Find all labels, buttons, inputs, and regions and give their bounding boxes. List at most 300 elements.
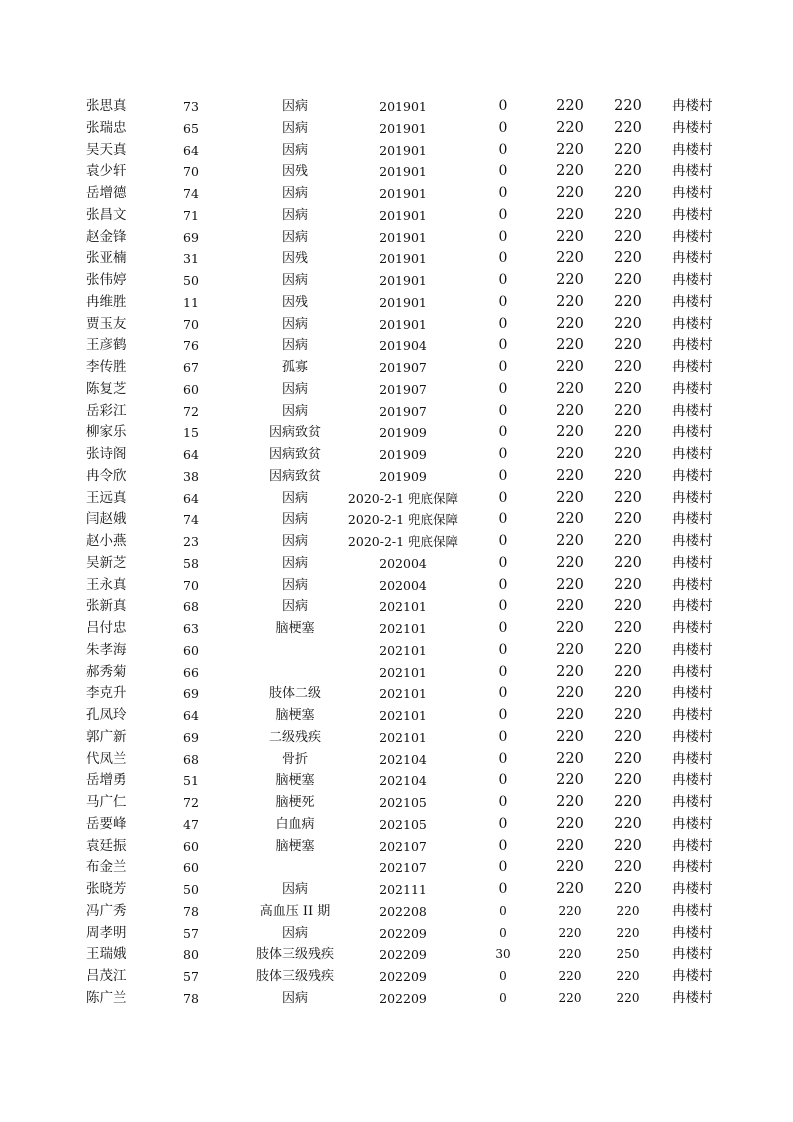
- extra-amount-cell: 0: [498, 511, 508, 528]
- base-amount-cell: 220: [558, 925, 582, 940]
- base-amount-cell: 220: [556, 489, 584, 506]
- date-cell: 201901: [379, 251, 427, 267]
- village-cell: 冉楼村: [672, 924, 713, 941]
- total-amount-cell: 220: [614, 859, 642, 876]
- name-cell: 冉维胜: [86, 293, 127, 310]
- date-cell: 2020-2-1 兜底保障: [347, 512, 459, 528]
- reason-cell: 肢体三级残疾: [255, 969, 334, 984]
- reason-cell: 因残: [281, 294, 308, 310]
- date-cell: 202004: [379, 555, 427, 571]
- name-cell: 李传胜: [86, 359, 127, 375]
- date-cell: 201901: [379, 142, 427, 158]
- total-amount-cell: 220: [614, 424, 642, 441]
- age-cell: 23: [183, 534, 199, 549]
- age-cell: 64: [183, 447, 199, 462]
- age-cell: 70: [183, 577, 199, 593]
- village-cell: 冉楼村: [672, 141, 713, 158]
- village-cell: 冉楼村: [672, 989, 713, 1006]
- table-row: [0, 988, 793, 1010]
- extra-amount-cell: 0: [498, 598, 508, 615]
- name-cell: 李克升: [86, 685, 127, 702]
- reason-cell: 因病致贫: [268, 425, 321, 441]
- reason-cell: 因病: [281, 534, 308, 549]
- date-cell: 202101: [379, 599, 427, 615]
- name-cell: 张昌文: [86, 206, 127, 223]
- age-cell: 78: [183, 990, 199, 1006]
- total-amount-cell: 220: [614, 359, 642, 375]
- total-amount-cell: 220: [614, 707, 642, 723]
- base-amount-cell: 220: [556, 794, 584, 810]
- reason-cell: 因病: [281, 207, 308, 223]
- reason-cell: 因病致贫: [268, 468, 321, 484]
- age-cell: 60: [183, 381, 199, 397]
- table-row: [0, 901, 793, 923]
- name-cell: 布金兰: [86, 859, 127, 876]
- name-cell: 孔凤玲: [86, 707, 127, 723]
- table-row: [0, 379, 793, 401]
- age-cell: 70: [183, 164, 199, 180]
- village-cell: 冉楼村: [672, 489, 713, 506]
- village-cell: 冉楼村: [672, 337, 713, 354]
- table-row: [0, 575, 793, 597]
- reason-cell: 脑梗塞: [275, 838, 315, 854]
- village-cell: 冉楼村: [672, 707, 713, 723]
- name-cell: 朱孝海: [86, 641, 127, 658]
- village-cell: 冉楼村: [672, 424, 713, 441]
- date-cell: 202105: [379, 816, 427, 832]
- total-amount-cell: 220: [616, 969, 640, 983]
- date-cell: 202107: [379, 860, 427, 876]
- base-amount-cell: 220: [556, 402, 584, 419]
- table-row: [0, 161, 793, 183]
- table-row: [0, 814, 793, 836]
- total-amount-cell: 220: [616, 925, 640, 940]
- date-cell: 202209: [379, 947, 427, 963]
- reason-cell: 孤寡: [281, 360, 308, 375]
- total-amount-cell: 220: [614, 685, 642, 702]
- total-amount-cell: 220: [614, 576, 642, 593]
- base-amount-cell: 220: [556, 533, 584, 549]
- table-row: [0, 335, 793, 357]
- base-amount-cell: 220: [556, 206, 584, 223]
- date-cell: 201909: [379, 447, 427, 462]
- village-cell: 冉楼村: [672, 402, 713, 419]
- age-cell: 69: [183, 686, 199, 702]
- total-amount-cell: 220: [614, 489, 642, 506]
- date-cell: 201901: [379, 316, 427, 332]
- age-cell: 72: [183, 403, 199, 419]
- table-row: [0, 118, 793, 140]
- date-cell: 2020-2-1 兜底保障: [347, 490, 459, 506]
- date-cell: 201901: [379, 120, 427, 136]
- village-cell: 冉楼村: [672, 446, 713, 462]
- extra-amount-cell: 0: [498, 533, 508, 549]
- village-cell: 冉楼村: [672, 685, 713, 702]
- total-amount-cell: 220: [614, 511, 642, 528]
- age-cell: 47: [183, 816, 199, 832]
- extra-amount-cell: 0: [498, 750, 508, 767]
- name-cell: 吴新芝: [86, 554, 127, 571]
- date-cell: 201907: [379, 381, 427, 397]
- base-amount-cell: 220: [556, 641, 584, 658]
- total-amount-cell: 220: [614, 641, 642, 658]
- table-row: [0, 792, 793, 814]
- age-cell: 74: [183, 186, 199, 201]
- base-amount-cell: 220: [556, 293, 584, 310]
- extra-amount-cell: 0: [498, 359, 508, 375]
- date-cell: 202101: [379, 664, 427, 680]
- date-cell: 202101: [379, 729, 427, 745]
- base-amount-cell: 220: [558, 947, 582, 962]
- extra-amount-cell: 0: [498, 576, 508, 593]
- age-cell: 50: [183, 882, 199, 897]
- total-amount-cell: 220: [614, 554, 642, 571]
- base-amount-cell: 220: [556, 185, 584, 201]
- village-cell: 冉楼村: [672, 902, 713, 919]
- extra-amount-cell: 0: [498, 315, 508, 332]
- reason-cell: 因病: [281, 186, 308, 201]
- age-cell: 68: [183, 599, 199, 615]
- date-cell: 201901: [379, 164, 427, 180]
- reason-cell: 脑梗塞: [275, 708, 315, 723]
- reason-cell: 因病: [281, 577, 308, 593]
- table-row: [0, 444, 793, 466]
- age-cell: 51: [183, 773, 199, 789]
- extra-amount-cell: 0: [498, 881, 508, 897]
- base-amount-cell: 220: [556, 598, 584, 615]
- total-amount-cell: 220: [614, 772, 642, 789]
- table-row: [0, 879, 793, 901]
- total-amount-cell: 220: [614, 881, 642, 897]
- extra-amount-cell: 0: [498, 641, 508, 658]
- reason-cell: 肢体二级: [268, 686, 321, 702]
- name-cell: 郭广新: [86, 728, 127, 745]
- total-amount-cell: 220: [614, 533, 642, 549]
- table-row: [0, 727, 793, 749]
- reason-cell: 脑梗塞: [275, 773, 315, 789]
- base-amount-cell: 220: [556, 707, 584, 723]
- total-amount-cell: 220: [614, 293, 642, 310]
- village-cell: 冉楼村: [672, 641, 713, 658]
- base-amount-cell: 220: [556, 772, 584, 789]
- total-amount-cell: 220: [614, 750, 642, 767]
- reason-cell: 因病致贫: [268, 447, 321, 462]
- table-row: [0, 966, 793, 988]
- table-row: [0, 531, 793, 553]
- base-amount-cell: 220: [556, 141, 584, 158]
- village-cell: 冉楼村: [672, 272, 713, 288]
- extra-amount-cell: 0: [498, 489, 508, 506]
- village-cell: 冉楼村: [672, 98, 713, 114]
- name-cell: 吕茂江: [86, 968, 127, 984]
- date-cell: 201909: [379, 468, 427, 484]
- name-cell: 张诗阁: [86, 446, 127, 462]
- age-cell: 58: [183, 555, 199, 571]
- total-amount-cell: 220: [614, 794, 642, 810]
- age-cell: 31: [183, 251, 199, 267]
- age-cell: 64: [183, 490, 199, 506]
- extra-amount-cell: 0: [498, 707, 508, 723]
- reason-cell: 因病: [281, 882, 308, 897]
- base-amount-cell: 220: [558, 969, 582, 983]
- total-amount-cell: 220: [614, 663, 642, 680]
- table-row: [0, 509, 793, 531]
- extra-amount-cell: 0: [498, 185, 508, 201]
- date-cell: 201907: [379, 360, 427, 375]
- age-cell: 72: [183, 795, 199, 810]
- date-cell: 202101: [379, 708, 427, 723]
- total-amount-cell: 220: [614, 163, 642, 180]
- age-cell: 60: [183, 642, 199, 658]
- name-cell: 闫赵娥: [86, 511, 127, 528]
- village-cell: 冉楼村: [672, 598, 713, 615]
- date-cell: 202209: [379, 969, 427, 984]
- table-row: [0, 96, 793, 118]
- extra-amount-cell: 0: [498, 380, 508, 397]
- table-row: [0, 857, 793, 879]
- table-row: [0, 401, 793, 423]
- table-row: [0, 466, 793, 488]
- village-cell: 冉楼村: [672, 881, 713, 897]
- base-amount-cell: 220: [556, 467, 584, 484]
- name-cell: 郝秀菊: [86, 663, 127, 680]
- age-cell: 60: [183, 860, 199, 876]
- base-amount-cell: 220: [556, 554, 584, 571]
- base-amount-cell: 220: [556, 337, 584, 354]
- date-cell: 201901: [379, 294, 427, 310]
- extra-amount-cell: 0: [498, 685, 508, 702]
- village-cell: 冉楼村: [672, 533, 713, 549]
- name-cell: 冉令欣: [86, 467, 127, 484]
- village-cell: 冉楼村: [672, 185, 713, 201]
- table-row: [0, 836, 793, 858]
- name-cell: 岳彩江: [86, 402, 127, 419]
- extra-amount-cell: 0: [498, 119, 508, 136]
- total-amount-cell: 220: [614, 402, 642, 419]
- village-cell: 冉楼村: [672, 946, 713, 963]
- village-cell: 冉楼村: [672, 663, 713, 680]
- extra-amount-cell: 0: [498, 859, 508, 876]
- total-amount-cell: 220: [614, 141, 642, 158]
- age-cell: 80: [183, 947, 199, 963]
- base-amount-cell: 220: [556, 685, 584, 702]
- age-cell: 15: [183, 425, 199, 441]
- base-amount-cell: 220: [556, 837, 584, 854]
- name-cell: 袁廷振: [86, 837, 127, 854]
- name-cell: 王永真: [86, 576, 127, 593]
- base-amount-cell: 220: [556, 511, 584, 528]
- name-cell: 吴天真: [86, 141, 127, 158]
- date-cell: 202209: [379, 925, 427, 941]
- extra-amount-cell: 0: [498, 424, 508, 441]
- table-row: [0, 662, 793, 684]
- reason-cell: 脑梗死: [275, 795, 315, 810]
- extra-amount-cell: 0: [498, 98, 508, 114]
- table-row: [0, 683, 793, 705]
- total-amount-cell: 220: [614, 119, 642, 136]
- table-row: [0, 140, 793, 162]
- table-row: [0, 488, 793, 510]
- table-row: [0, 749, 793, 771]
- village-cell: 冉楼村: [672, 728, 713, 745]
- date-cell: 202101: [379, 621, 427, 636]
- name-cell: 贾玉友: [86, 315, 127, 332]
- base-amount-cell: 220: [556, 750, 584, 767]
- total-amount-cell: 220: [614, 620, 642, 636]
- age-cell: 76: [183, 338, 199, 354]
- base-amount-cell: 220: [556, 663, 584, 680]
- table-row: [0, 357, 793, 379]
- base-amount-cell: 220: [556, 315, 584, 332]
- age-cell: 71: [183, 207, 199, 223]
- reason-cell: 因病: [281, 403, 308, 419]
- table-row: [0, 270, 793, 292]
- reason-cell: 肢体三级残疾: [255, 947, 334, 963]
- age-cell: 67: [183, 360, 199, 375]
- date-cell: 201904: [379, 338, 427, 354]
- table-row: [0, 944, 793, 966]
- base-amount-cell: 220: [556, 576, 584, 593]
- extra-amount-cell: 0: [498, 467, 508, 484]
- age-cell: 57: [183, 969, 199, 984]
- total-amount-cell: 220: [614, 337, 642, 354]
- date-cell: 201907: [379, 403, 427, 419]
- age-cell: 64: [183, 142, 199, 158]
- date-cell: 202107: [379, 838, 427, 854]
- age-cell: 69: [183, 729, 199, 745]
- base-amount-cell: 220: [556, 859, 584, 876]
- base-amount-cell: 220: [556, 728, 584, 745]
- reason-cell: 因病: [281, 599, 308, 615]
- total-amount-cell: 220: [614, 598, 642, 615]
- total-amount-cell: 220: [614, 272, 642, 288]
- village-cell: 冉楼村: [672, 250, 713, 267]
- reason-cell: 因病: [281, 120, 308, 136]
- table-row: [0, 227, 793, 249]
- village-cell: 冉楼村: [672, 163, 713, 180]
- extra-amount-cell: 0: [498, 163, 508, 180]
- age-cell: 60: [183, 838, 199, 854]
- total-amount-cell: 220: [616, 903, 640, 918]
- total-amount-cell: 250: [616, 947, 640, 962]
- reason-cell: 因病: [281, 316, 308, 332]
- reason-cell: 因病: [281, 338, 308, 354]
- total-amount-cell: 220: [614, 98, 642, 114]
- base-amount-cell: 220: [558, 990, 582, 1005]
- reason-cell: 白血病: [275, 816, 315, 832]
- base-amount-cell: 220: [556, 424, 584, 441]
- village-cell: 冉楼村: [672, 380, 713, 397]
- name-cell: 冯广秀: [86, 902, 127, 919]
- date-cell: 202101: [379, 686, 427, 702]
- name-cell: 周孝明: [86, 924, 127, 941]
- village-cell: 冉楼村: [672, 815, 713, 832]
- date-cell: 201901: [379, 99, 427, 114]
- name-cell: 袁少轩: [86, 163, 127, 180]
- total-amount-cell: 220: [614, 185, 642, 201]
- extra-amount-cell: 0: [499, 903, 507, 918]
- village-cell: 冉楼村: [672, 968, 713, 984]
- table-row: [0, 183, 793, 205]
- age-cell: 66: [183, 664, 199, 680]
- reason-cell: 因病: [281, 490, 308, 506]
- village-cell: 冉楼村: [672, 293, 713, 310]
- reason-cell: 因残: [281, 251, 308, 267]
- reason-cell: 因病: [281, 990, 308, 1006]
- date-cell: 2020-2-1 兜底保障: [347, 534, 459, 549]
- age-cell: 65: [183, 120, 199, 136]
- name-cell: 马广仁: [86, 794, 127, 810]
- reason-cell: 脑梗塞: [275, 621, 315, 636]
- total-amount-cell: 220: [614, 837, 642, 854]
- table-row: [0, 422, 793, 444]
- total-amount-cell: 220: [616, 990, 640, 1005]
- extra-amount-cell: 0: [498, 815, 508, 832]
- date-cell: 202101: [379, 642, 427, 658]
- name-cell: 柳家乐: [86, 424, 127, 441]
- name-cell: 张新真: [86, 598, 127, 615]
- base-amount-cell: 220: [556, 446, 584, 462]
- age-cell: 63: [183, 621, 199, 636]
- date-cell: 201901: [379, 207, 427, 223]
- name-cell: 赵金锋: [86, 228, 127, 245]
- reason-cell: 因病: [281, 99, 308, 114]
- village-cell: 冉楼村: [672, 750, 713, 767]
- reason-cell: 因病: [281, 925, 308, 941]
- base-amount-cell: 220: [556, 228, 584, 245]
- date-cell: 202104: [379, 751, 427, 767]
- total-amount-cell: 220: [614, 228, 642, 245]
- extra-amount-cell: 0: [498, 402, 508, 419]
- age-cell: 74: [183, 512, 199, 528]
- village-cell: 冉楼村: [672, 119, 713, 136]
- village-cell: 冉楼村: [672, 511, 713, 528]
- extra-amount-cell: 0: [498, 554, 508, 571]
- base-amount-cell: 220: [556, 359, 584, 375]
- extra-amount-cell: 0: [498, 728, 508, 745]
- name-cell: 张瑞忠: [86, 119, 127, 136]
- extra-amount-cell: 0: [498, 794, 508, 810]
- extra-amount-cell: 30: [495, 947, 511, 962]
- extra-amount-cell: 0: [498, 663, 508, 680]
- table-row: [0, 770, 793, 792]
- village-cell: 冉楼村: [672, 554, 713, 571]
- village-cell: 冉楼村: [672, 794, 713, 810]
- total-amount-cell: 220: [614, 206, 642, 223]
- name-cell: 岳要峰: [86, 815, 127, 832]
- reason-cell: 因病: [281, 381, 308, 397]
- records-table: [0, 96, 793, 1010]
- reason-cell: 因病: [281, 229, 308, 245]
- extra-amount-cell: 0: [498, 446, 508, 462]
- base-amount-cell: 220: [556, 250, 584, 267]
- name-cell: 王彦鹤: [86, 337, 127, 354]
- name-cell: 张思真: [86, 98, 127, 114]
- village-cell: 冉楼村: [672, 467, 713, 484]
- date-cell: 202111: [379, 882, 427, 897]
- extra-amount-cell: 0: [498, 620, 508, 636]
- age-cell: 50: [183, 273, 199, 288]
- date-cell: 202105: [379, 795, 427, 810]
- total-amount-cell: 220: [614, 315, 642, 332]
- village-cell: 冉楼村: [672, 576, 713, 593]
- name-cell: 王瑞娥: [86, 946, 127, 963]
- reason-cell: 因病: [281, 555, 308, 571]
- base-amount-cell: 220: [556, 380, 584, 397]
- table-row: [0, 314, 793, 336]
- base-amount-cell: 220: [556, 163, 584, 180]
- name-cell: 张伟婷: [86, 272, 127, 288]
